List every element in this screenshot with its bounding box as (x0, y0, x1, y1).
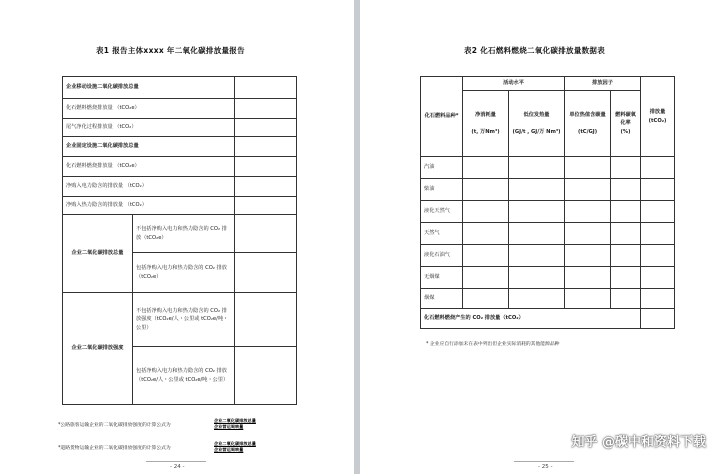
table-row (421, 267, 675, 289)
table-row (63, 119, 297, 137)
table-row (421, 245, 675, 267)
table2-header-cell: 排放因子 (565, 77, 641, 91)
fuel-name: 液化石油气 (421, 245, 463, 267)
table-row (421, 201, 675, 223)
total-row-label: 化石燃料燃烧产生的 CO₂ 排放量（tCO₂） (421, 309, 641, 329)
table2-title: 表2 化石燃料燃烧二氧化碳排放量数据表 (464, 46, 606, 55)
table2-header-cell: 化石燃料品种* (421, 77, 463, 157)
calorific-label: 低位发热量 (523, 112, 550, 119)
table1-cell: 企业固定设施二氧化碳排放总量 (63, 137, 235, 157)
emissions-unit: (tCO₂) (648, 117, 667, 124)
table1-cell: 不包括净购入电力和热力隐含的 CO₂ 排放强度（tCO₂e/人・公里或 tCO₂e/吨・公里） (133, 293, 235, 347)
table2 (420, 76, 675, 329)
page-number: - 25 - (538, 464, 553, 470)
page-left (0, 0, 354, 474)
table1-title: 表1 报告主体xxxx 年二氧化碳排放量报告 (96, 46, 245, 55)
table-row (63, 215, 297, 253)
formula-numerator: 企业二氧化碳排放总量 (214, 418, 256, 423)
table2-note: * 企业应自行添加未在表中列出但企业实际消耗的其他能源品种 (426, 342, 560, 347)
consumption-unit: (t, 万Nm³) (471, 128, 500, 135)
table1-cell: 包括净购入电力和热力隐含的 CO₂ 排放（tCO₂e） (133, 253, 235, 293)
table-row (63, 77, 297, 99)
table-row (63, 177, 297, 197)
carbon-unit: (tC/GJ) (577, 128, 598, 135)
watermark: 知乎 @碳中和资料下载 (571, 435, 706, 450)
page-number: - 24 - (170, 464, 185, 470)
table-row (63, 293, 297, 347)
table1 (62, 76, 297, 405)
table-row (421, 309, 675, 329)
page-rule (514, 461, 574, 462)
table-row (63, 197, 297, 215)
table2-header-cell (463, 91, 509, 157)
fuel-name: 天然气 (421, 223, 463, 245)
table2-header-cell (509, 91, 565, 157)
fuel-name: 液化天然气 (421, 201, 463, 223)
table1-cell: 企业二氧化碳排放强度 (63, 293, 133, 405)
table1-cell: 包括净购入电力和热力隐含的 CO₂ 排放（tCO₂e/人・公里或 tCO₂e/吨・公里） (133, 347, 235, 405)
table-row (421, 77, 675, 91)
page-right (360, 0, 720, 474)
table1-cell: 化石燃料燃烧排放量 （tCO₂e） (63, 99, 235, 119)
table1-cell: 尾气净化过程排放量 （tCO₂） (63, 119, 235, 137)
table2-header-cell (641, 77, 675, 157)
fuel-name: 无烟煤 (421, 267, 463, 289)
formula-denominator: 企业营运周转量 (214, 424, 244, 429)
table-row (421, 179, 675, 201)
table-row (63, 137, 297, 157)
table2-header-cell (611, 91, 641, 157)
footnote: *道路货物运输企业的二氧化碳排放强度的计算公式为 (58, 446, 171, 451)
formula-numerator: 企业二氧化碳排放总量 (214, 441, 256, 446)
table1-cell: 净购入电力隐含的排放量 （tCO₂） (63, 177, 235, 197)
table2-header-cell: 活动水平 (463, 77, 565, 91)
table-row (421, 289, 675, 309)
table-row (421, 157, 675, 179)
consumption-label: 净消耗量 (475, 112, 496, 119)
fuel-name: 柴油 (421, 179, 463, 201)
oxidation-label: 燃料碳氧化率 (615, 112, 636, 127)
table-row (63, 157, 297, 177)
page-rule (146, 461, 206, 462)
table1-cell: 净购入热力隐含的排放量 （tCO₂） (63, 197, 235, 215)
table1-cell: 企业移动设施二氧化碳排放总量 (63, 77, 235, 99)
carbon-label: 单位热值含碳量 (569, 112, 606, 119)
table1-cell: 不包括净购入电力和热力隐含的 CO₂ 排放（tCO₂e） (133, 215, 235, 253)
footnote: *公路旅客运输企业的二氧化碳排放强度的计算公式为 (58, 423, 171, 428)
table-row (421, 223, 675, 245)
table1-cell: 企业二氧化碳排放总量 (63, 215, 133, 293)
table1-cell: 化石燃料燃烧排放量 （tCO₂e） (63, 157, 235, 177)
table2-header-cell (565, 91, 611, 157)
formula-denominator: 企业营运周转量 (214, 447, 244, 452)
fuel-name: 汽油 (421, 157, 463, 179)
calorific-unit: (GJ/t , GJ/万 Nm³) (512, 128, 561, 135)
fuel-name: 烟煤 (421, 289, 463, 309)
oxidation-unit: (%) (620, 128, 631, 135)
emissions-label: 排放量 (649, 109, 666, 116)
table-row (63, 99, 297, 119)
